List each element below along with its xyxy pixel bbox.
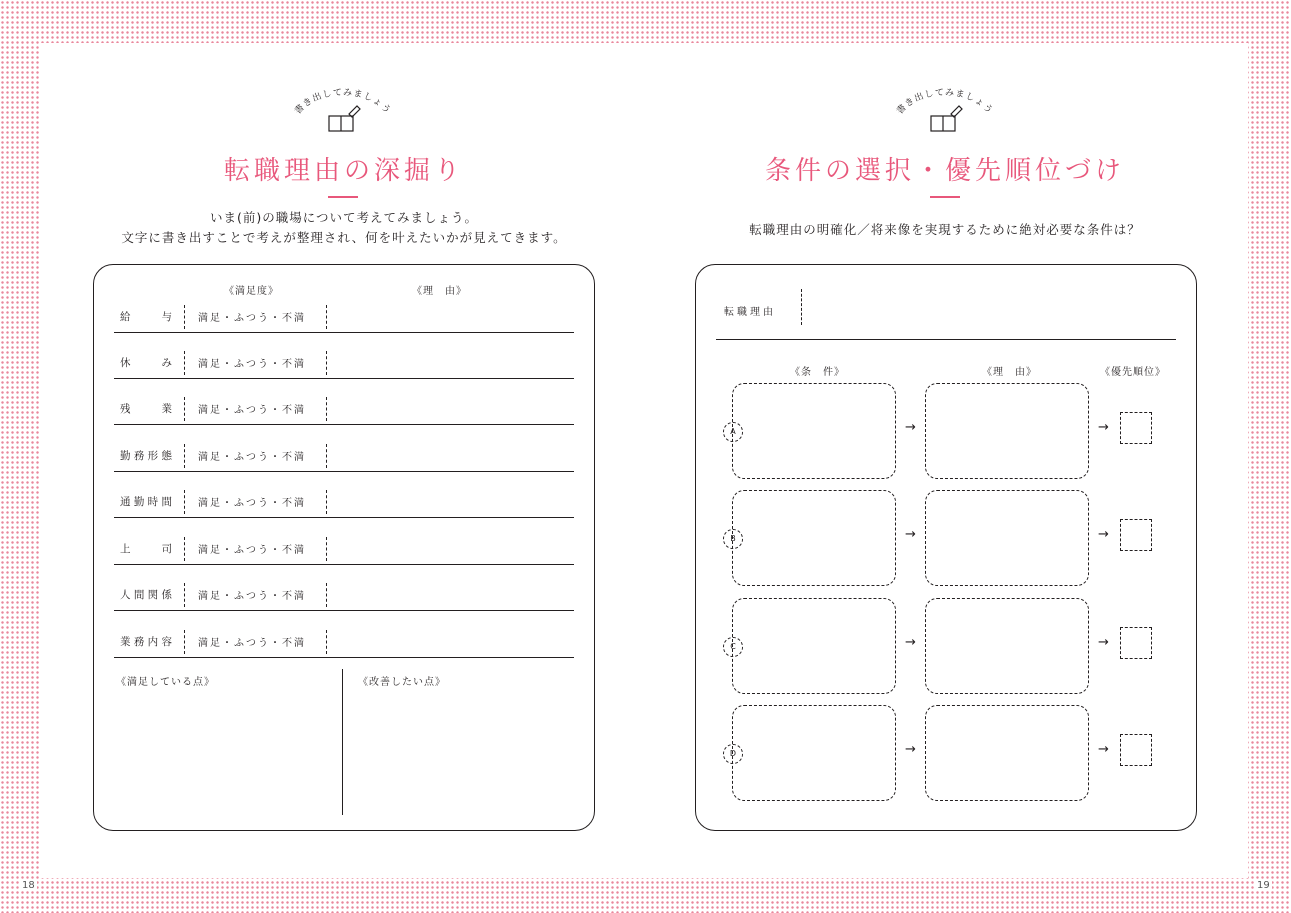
divider [184, 630, 185, 654]
divider [326, 490, 327, 514]
worksheet-box-right [695, 264, 1197, 831]
lead-line-2: 文字に書き出すことで考えが整理され、何を叶えたいかが見えてきます。 [121, 230, 567, 245]
arrow: → [905, 742, 916, 757]
divider [184, 490, 185, 514]
svg-text:書き出してみましょう: 書き出してみましょう [293, 88, 393, 117]
table-row [114, 471, 574, 518]
arrow: → [905, 527, 916, 542]
row-label: 人間関係 [120, 589, 172, 601]
lead-line: 転職理由の明確化／将来像を実現するために絶対必要な条件は？ [749, 222, 1141, 237]
item-marker-d: D [723, 744, 743, 764]
row-label: 業務内容 [120, 636, 172, 648]
col-condition-header: 《条 件》 [790, 367, 845, 378]
table-row [114, 518, 574, 565]
reason-label: 転職理由 [724, 307, 776, 318]
reason-field[interactable] [925, 383, 1089, 479]
split-divider [342, 669, 343, 815]
satisfaction-choice[interactable]: 満足・ふつう・不満 [198, 452, 306, 463]
divider [326, 537, 327, 561]
divider [184, 305, 185, 329]
satisfied-points-header: 《満足している点》 [116, 677, 215, 688]
satisfaction-choice[interactable]: 満足・ふつう・不満 [198, 545, 306, 556]
table-row [114, 564, 574, 611]
divider [184, 444, 185, 468]
arrow: → [1098, 635, 1109, 650]
page-number-left: 18 [22, 880, 35, 891]
satisfaction-choice[interactable]: 満足・ふつう・不満 [198, 498, 306, 509]
table-row [114, 611, 574, 658]
condition-field[interactable] [732, 705, 896, 801]
write-it-out-badge [283, 88, 403, 148]
satisfaction-choice[interactable]: 満足・ふつう・不満 [198, 313, 306, 324]
arrow: → [1098, 420, 1109, 435]
table-row [114, 378, 574, 425]
reason-field[interactable] [925, 705, 1089, 801]
arrow: → [1098, 742, 1109, 757]
divider [801, 289, 802, 325]
priority-field[interactable] [1120, 519, 1152, 551]
reason-field[interactable] [925, 598, 1089, 694]
satisfaction-choice[interactable]: 満足・ふつう・不満 [198, 591, 306, 602]
page-number-right: 19 [1257, 880, 1270, 891]
col-reason-header: 《理 由》 [412, 286, 467, 297]
divider [184, 351, 185, 375]
reason-underline [716, 339, 1176, 340]
satisfaction-choice[interactable]: 満足・ふつう・不満 [198, 405, 306, 416]
table-row [114, 425, 574, 472]
lead-line-1: いま(前)の職場について考えてみましょう。 [209, 210, 478, 225]
divider [184, 583, 185, 607]
satisfaction-choice[interactable]: 満足・ふつう・不満 [198, 638, 306, 649]
col-satisfaction-header: 《満足度》 [224, 286, 279, 297]
condition-field[interactable] [732, 598, 896, 694]
row-label: 給与 [120, 311, 172, 323]
col-priority-header: 《優先順位》 [1100, 367, 1166, 378]
col-reason-header: 《理 由》 [982, 367, 1037, 378]
divider [326, 583, 327, 607]
reason-field[interactable] [925, 490, 1089, 586]
item-marker-c: C [723, 637, 743, 657]
divider [326, 630, 327, 654]
row-label: 残業 [120, 403, 172, 415]
table-row [114, 286, 574, 333]
row-label: 勤務形態 [120, 450, 172, 462]
item-marker-b: B [723, 529, 743, 549]
condition-field[interactable] [732, 490, 896, 586]
arrow: → [905, 420, 916, 435]
improve-points-header: 《改善したい点》 [358, 677, 446, 688]
priority-field[interactable] [1120, 412, 1152, 444]
table-row [114, 332, 574, 379]
row-label: 上司 [120, 543, 172, 555]
priority-field[interactable] [1120, 627, 1152, 659]
divider [184, 537, 185, 561]
arrow: → [905, 635, 916, 650]
satisfaction-choice[interactable]: 満足・ふつう・不満 [198, 359, 306, 370]
page-title: 条件の選択・優先順位づけ [764, 156, 1125, 186]
title-underline [930, 196, 960, 198]
page-title: 転職理由の深掘り [223, 156, 464, 186]
row-label: 休み [120, 357, 172, 369]
condition-field[interactable] [732, 383, 896, 479]
title-underline [328, 196, 358, 198]
open-book-icon [329, 106, 360, 131]
write-it-out-badge [885, 88, 1005, 148]
row-label: 通勤時間 [120, 496, 172, 508]
divider [326, 305, 327, 329]
priority-field[interactable] [1120, 734, 1152, 766]
worksheet-box-left [93, 264, 595, 831]
divider [326, 444, 327, 468]
item-marker-a: A [723, 422, 743, 442]
divider [184, 397, 185, 421]
divider [326, 397, 327, 421]
arrow: → [1098, 527, 1109, 542]
open-book-icon [931, 106, 962, 131]
svg-text:書き出してみましょう: 書き出してみましょう [895, 88, 995, 117]
divider [326, 351, 327, 375]
